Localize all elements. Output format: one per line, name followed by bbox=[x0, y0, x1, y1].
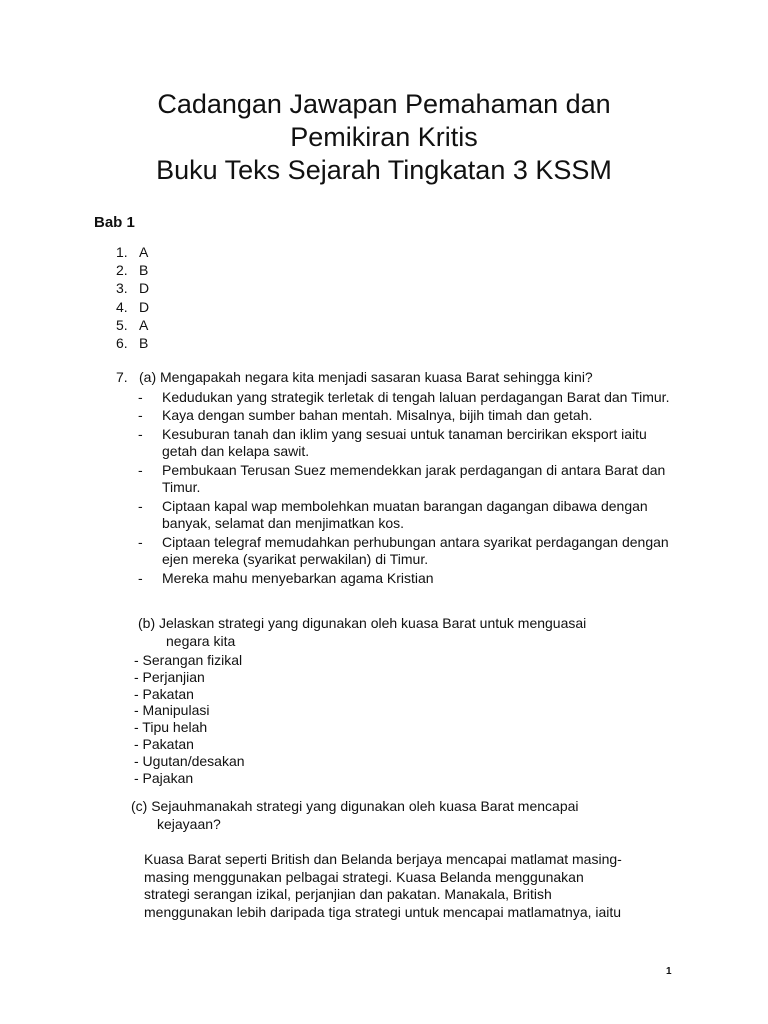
strategy-item: - Manipulasi bbox=[134, 702, 210, 719]
answer-number: 5. bbox=[116, 316, 128, 333]
reason-list bbox=[116, 389, 676, 588]
question-7c-text: (c) Sejauhmanakah strategi yang digunakan oleh kuasa Barat mencapai bbox=[131, 798, 579, 814]
bullet-dash: - bbox=[138, 461, 143, 478]
answer-list bbox=[116, 243, 149, 352]
strategy-item: - Perjanjian bbox=[134, 668, 205, 685]
strategy-item: - Pakatan bbox=[134, 735, 194, 752]
strategy-list bbox=[134, 652, 658, 786]
bullet-dash: - bbox=[138, 569, 143, 586]
answer-value: A bbox=[139, 244, 149, 260]
bullet-dash: - bbox=[138, 533, 143, 550]
question-text: (a) Mengapakah negara kita menjadi sasaran kuasa Barat sehingga kini? bbox=[139, 369, 593, 385]
answer-item bbox=[116, 316, 149, 334]
answer-number: 4. bbox=[116, 298, 128, 315]
reason-text: Kesuburan tanah dan iklim yang sesuai untuk tanaman bercirikan eksport iaitu getah dan kelapa sawit. bbox=[162, 425, 647, 459]
question-7b-text-cont: negara kita bbox=[166, 632, 236, 649]
reason-text: Pembukaan Terusan Suez memendekkan jarak perdagangan di antara Barat dan Timur. bbox=[162, 461, 666, 495]
title-line: Pemikiran Kritis bbox=[290, 122, 478, 152]
strategy-item: - Ugutan/desakan bbox=[134, 752, 245, 769]
bullet-dash: - bbox=[138, 497, 143, 514]
strategy-item: - Serangan fizikal bbox=[134, 652, 243, 668]
reason-item bbox=[138, 389, 676, 407]
reason-item bbox=[138, 407, 676, 425]
answer-value: B bbox=[139, 262, 149, 279]
strategy-item: - Pakatan bbox=[134, 685, 194, 702]
answer-item bbox=[116, 243, 149, 261]
title-line: Buku Teks Sejarah Tingkatan 3 KSSM bbox=[156, 155, 612, 185]
bullet-dash: - bbox=[138, 407, 143, 423]
question-7c bbox=[131, 798, 651, 833]
answer-value: B bbox=[139, 334, 149, 351]
reason-item bbox=[138, 462, 676, 497]
paragraph-line: strategi serangan izikal, perjanjian dan pakatan. Manakala, British bbox=[144, 886, 552, 902]
answer-number: 3. bbox=[116, 280, 128, 297]
answer-item bbox=[116, 279, 149, 297]
reason-text: Ciptaan kapal wap membolehkan muatan barangan dagangan dibawa dengan banyak, selamat dan menjimatkan kos. bbox=[162, 497, 648, 531]
paragraph-line: masing menggunakan pelbagai strategi. Kuasa Belanda menggunakan bbox=[144, 868, 584, 885]
chapter-heading: Bab 1 bbox=[94, 214, 135, 231]
reason-item bbox=[138, 498, 676, 533]
paragraph-line: menggunakan lebih daripada tiga strategi untuk mencapai matlamatnya, iaitu bbox=[144, 903, 622, 920]
question-number: 7. bbox=[116, 369, 128, 385]
page-title bbox=[60, 88, 708, 187]
question-7c-text-cont: kejayaan? bbox=[157, 815, 221, 832]
answer-value: D bbox=[139, 280, 150, 297]
question-7b-text: (b) Jelaskan strategi yang digunakan oleh kuasa Barat untuk menguasai bbox=[138, 615, 587, 631]
page-number: 1 bbox=[666, 966, 672, 977]
bullet-dash: - bbox=[138, 425, 143, 442]
reason-text: Mereka mahu menyebarkan agama Kristian bbox=[162, 569, 434, 586]
reason-text: Kaya dengan sumber bahan mentah. Misalnya, bijih timah dan getah. bbox=[162, 407, 593, 423]
strategy-item: - Pajakan bbox=[134, 769, 194, 786]
bullet-dash: - bbox=[138, 388, 143, 405]
reason-item bbox=[138, 534, 676, 569]
question-7a-heading bbox=[116, 369, 676, 387]
answer-paragraph bbox=[144, 851, 684, 921]
reason-item bbox=[138, 426, 676, 461]
reason-text: Ciptaan telegraf memudahkan perhubungan antara syarikat perdagangan dengan ejen mereka (syarikat perwakilan) di Timur. bbox=[162, 533, 669, 567]
question-7b bbox=[134, 615, 658, 786]
answer-item bbox=[116, 298, 149, 316]
reason-text: Kedudukan yang strategik terletak di tengah laluan perdagangan Barat dan Timur. bbox=[162, 388, 670, 405]
answer-item bbox=[116, 334, 149, 352]
reason-item bbox=[138, 570, 676, 588]
title-line: Cadangan Jawapan Pemahaman dan bbox=[157, 89, 611, 119]
answer-value: A bbox=[139, 316, 149, 333]
answer-item bbox=[116, 261, 149, 279]
strategy-item: - Tipu helah bbox=[134, 719, 208, 736]
answer-value: D bbox=[139, 298, 150, 315]
answer-number: 6. bbox=[116, 334, 128, 351]
answer-number: 2. bbox=[116, 262, 128, 279]
paragraph-line: Kuasa Barat seperti British dan Belanda berjaya mencapai matlamat masing- bbox=[144, 851, 622, 867]
answer-number: 1. bbox=[116, 244, 128, 260]
question-7a bbox=[116, 369, 676, 588]
